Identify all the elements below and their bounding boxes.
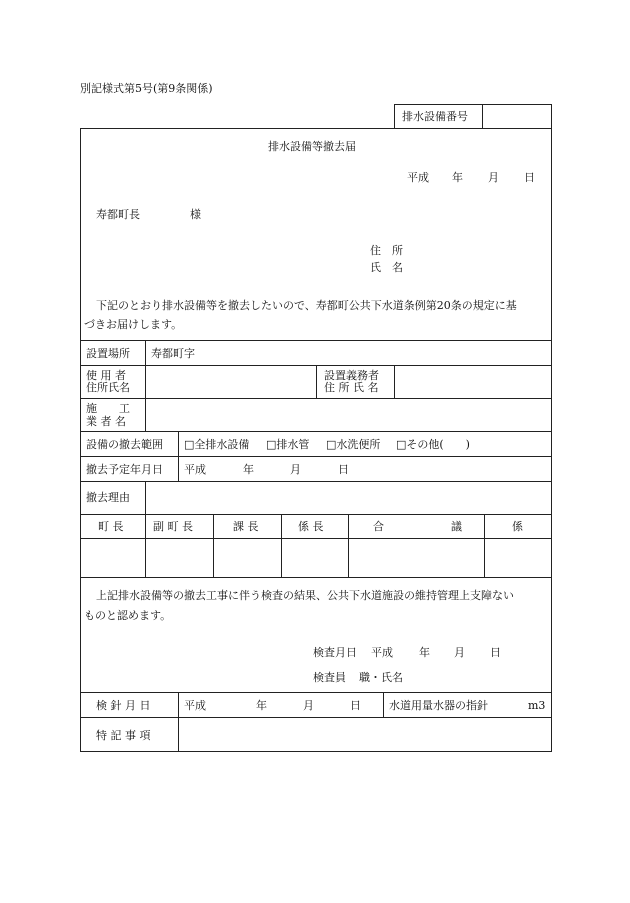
removal-date-label: 撤去予定年月日 bbox=[86, 463, 163, 476]
addressee-name: 寿都町長 bbox=[96, 208, 140, 221]
date-year: 年 bbox=[452, 171, 463, 184]
removal-date-era: 平成 bbox=[184, 463, 206, 476]
scope-option-toilet[interactable]: □水洗便所 bbox=[326, 438, 381, 451]
inspection-date-month: 月 bbox=[454, 646, 465, 659]
form-code: 別記様式第5号(第9条関係) bbox=[80, 82, 213, 95]
approval-stamp-consult[interactable] bbox=[349, 539, 483, 576]
meter-date-month: 月 bbox=[303, 699, 314, 712]
approval-consult-1: 合 bbox=[373, 520, 384, 533]
contractor-field[interactable] bbox=[146, 399, 551, 430]
inspection-line-2: ものと認めます。 bbox=[84, 609, 172, 622]
scope-option-other[interactable]: □その他( ) bbox=[396, 438, 470, 451]
inspection-date-era: 平成 bbox=[371, 646, 393, 659]
drain-number-label: 排水設備番号 bbox=[402, 110, 468, 123]
approval-deputy-mayor: 副 町 長 bbox=[153, 520, 193, 533]
declaration-line-2: づきお届けします。 bbox=[84, 318, 183, 331]
meter-date-year: 年 bbox=[256, 699, 267, 712]
approval-stamp-deputy-mayor[interactable] bbox=[146, 539, 212, 576]
approval-stamp-subsection-chief[interactable] bbox=[282, 539, 347, 576]
applicant-name-label: 氏 名 bbox=[370, 261, 403, 274]
scope-option-pipe[interactable]: □排水管 bbox=[266, 438, 310, 451]
date-month: 月 bbox=[488, 171, 499, 184]
inspection-line-1: 上記排水設備等の撤去工事に伴う検査の結果、公共下水道施設の維持管理上支障ない bbox=[96, 589, 514, 602]
scope-option-all[interactable]: □全排水設備 bbox=[184, 438, 250, 451]
contractor-label-2: 業 者 名 bbox=[86, 415, 126, 428]
form-title: 排水設備等撤去届 bbox=[268, 140, 356, 153]
location-value[interactable]: 寿都町字 bbox=[151, 347, 195, 360]
date-era: 平成 bbox=[407, 171, 429, 184]
approval-stamp-mayor[interactable] bbox=[81, 539, 144, 576]
user-label-2: 住所氏名 bbox=[86, 381, 130, 394]
date-day: 日 bbox=[524, 171, 535, 184]
reason-field[interactable] bbox=[146, 482, 551, 513]
meter-reading-unit: m3 bbox=[528, 699, 546, 712]
applicant-name-field[interactable] bbox=[412, 259, 542, 275]
inspection-date-label: 検査月日 bbox=[313, 646, 357, 659]
meter-date-era: 平成 bbox=[184, 699, 206, 712]
removal-date-year: 年 bbox=[243, 463, 254, 476]
user-label-1: 使 用 者 bbox=[86, 369, 126, 382]
meter-reading-label: 水道用量水器の指針 bbox=[389, 699, 488, 712]
remarks-label: 特 記 事 項 bbox=[96, 729, 151, 742]
inspector-value[interactable]: 職・氏名 bbox=[359, 671, 403, 684]
approval-stamp-section-chief[interactable] bbox=[214, 539, 280, 576]
location-label: 設置場所 bbox=[86, 347, 130, 360]
reason-label: 撤去理由 bbox=[86, 491, 130, 504]
obligor-field[interactable] bbox=[395, 366, 551, 397]
declaration-line-1: 下記のとおり排水設備等を撤去したいので、寿都町公共下水道条例第20条の規定に基 bbox=[96, 299, 517, 312]
scope-label: 設備の撤去範囲 bbox=[86, 438, 163, 451]
approval-subsection-chief: 係 長 bbox=[298, 520, 324, 533]
approval-stamp-staff[interactable] bbox=[485, 539, 551, 576]
obligor-label-1: 設置義務者 bbox=[324, 369, 379, 382]
removal-date-day: 日 bbox=[338, 463, 349, 476]
drain-number-field[interactable] bbox=[483, 105, 551, 128]
obligor-label-2: 住 所 氏 名 bbox=[324, 381, 379, 394]
inspection-date-day: 日 bbox=[490, 646, 501, 659]
approval-consult-2: 議 bbox=[451, 520, 462, 533]
remarks-field[interactable] bbox=[179, 718, 551, 751]
inspection-date-year: 年 bbox=[419, 646, 430, 659]
removal-date-field[interactable] bbox=[179, 457, 551, 480]
meter-date-day: 日 bbox=[350, 699, 361, 712]
approval-mayor: 町 長 bbox=[98, 520, 124, 533]
addressee-honorific: 様 bbox=[190, 208, 201, 221]
contractor-label-1: 施 工 bbox=[86, 402, 130, 415]
meter-date-label: 検 針 月 日 bbox=[96, 699, 151, 712]
removal-date-month: 月 bbox=[290, 463, 301, 476]
approval-staff: 係 bbox=[512, 520, 523, 533]
applicant-address-field[interactable] bbox=[412, 242, 542, 258]
inspector-label: 検査員 bbox=[313, 671, 346, 684]
applicant-address-label: 住 所 bbox=[370, 244, 403, 257]
user-field[interactable] bbox=[146, 366, 316, 397]
approval-section-chief: 課 長 bbox=[233, 520, 259, 533]
